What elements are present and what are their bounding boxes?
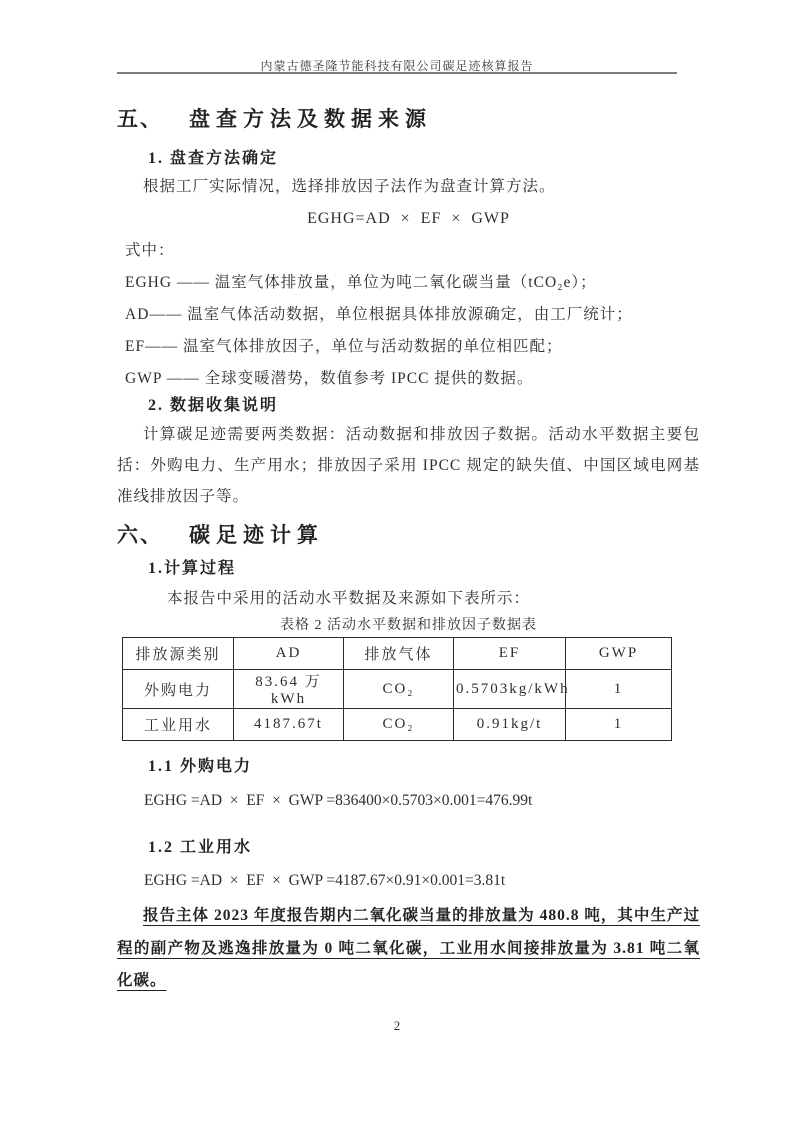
section5-heading-title: 盘查方法及数据来源 (189, 107, 432, 131)
main-formula: EGHG=AD × EF × GWP (307, 210, 510, 227)
table-header-ef: EF (454, 638, 566, 670)
table-cell: 83.64 万 kWh (234, 670, 344, 709)
document-header (117, 0, 677, 74)
table-header-ad: AD (234, 638, 344, 670)
electricity-calculation: EGHG =AD × EF × GWP =836400×0.5703×0.001=476.99t (144, 792, 533, 809)
section6-sub11-heading: 1.1 外购电力 (148, 758, 253, 775)
header-title: 内蒙古德圣隆节能科技有限公司碳足迹核算报告 (260, 59, 534, 73)
section6-sub12-heading: 1.2 工业用水 (148, 839, 253, 856)
table-row-water (123, 709, 672, 741)
section5-heading (117, 105, 700, 133)
definition-ef: EF—— 温室气体排放因子，单位与活动数据的单位相匹配； (125, 338, 563, 355)
section6-heading (117, 521, 700, 549)
water-calculation: EGHG =AD × EF × GWP =4187.67×0.91×0.001=3.81t (144, 872, 506, 889)
table-header-source: 排放源类别 (123, 638, 234, 670)
table-cell: 1 (566, 670, 672, 709)
table-cell: 1 (566, 709, 672, 741)
section6-heading-number: 六、 (117, 523, 163, 547)
formula-intro: 式中： (125, 242, 175, 259)
section5-sub1-heading: 1. 盘查方法确定 (148, 150, 279, 167)
definition-gwp: GWP —— 全球变暖潜势，数值参考 IPCC 提供的数据。 (125, 370, 534, 387)
method-paragraph: 根据工厂实际情况，选择排放因子法作为盘查计算方法。 (143, 178, 556, 195)
section5-sub2-heading: 2. 数据收集说明 (148, 397, 279, 414)
conclusion-paragraph: 报告主体 2023 年度报告期内二氧化碳当量的排放量为 480.8 吨，其中生产过程的副产物及逃逸排放量为 0 吨二氧化碳，工业用水间接排放量为 3.81 吨二氧化碳。 (117, 907, 700, 989)
table-header-gwp: GWP (566, 638, 672, 670)
document-body (117, 74, 700, 998)
definition-eghg: EGHG —— 温室气体排放量，单位为吨二氧化碳当量（tCO₂e）； (125, 274, 597, 291)
table-cell: CO₂ (344, 670, 454, 709)
table-header-gas: 排放气体 (344, 638, 454, 670)
table-header-row (123, 638, 672, 670)
definition-list (117, 267, 700, 395)
section5-heading-number: 五、 (117, 107, 163, 131)
table-cell: CO₂ (344, 709, 454, 741)
data-collection-paragraph: 计算碳足迹需要两类数据：活动数据和排放因子数据。活动水平数据主要包括：外购电力、生产用水；排放因子采用 IPCC 规定的缺失值、中国区域电网基准线排放因子等。 (117, 426, 700, 505)
section6-heading-title: 碳足迹计算 (189, 523, 324, 547)
activity-data-table (122, 637, 672, 741)
table-cell: 0.5703kg/kWh (454, 670, 566, 709)
page-number: 2 (393, 1018, 401, 1033)
definition-ad: AD—— 温室气体活动数据，单位根据具体排放源确定，由工厂统计； (125, 306, 633, 323)
section6-sub1-heading: 1.计算过程 (148, 560, 237, 577)
table-caption: 表格 2 活动水平数据和排放因子数据表 (280, 618, 537, 633)
table-cell: 工业用水 (123, 709, 234, 741)
table-cell: 外购电力 (123, 670, 234, 709)
table-intro-paragraph: 本报告中采用的活动水平数据及来源如下表所示： (167, 590, 531, 607)
table-cell: 0.91kg/t (454, 709, 566, 741)
table-row-electricity (123, 670, 672, 709)
table-cell: 4187.67t (234, 709, 344, 741)
